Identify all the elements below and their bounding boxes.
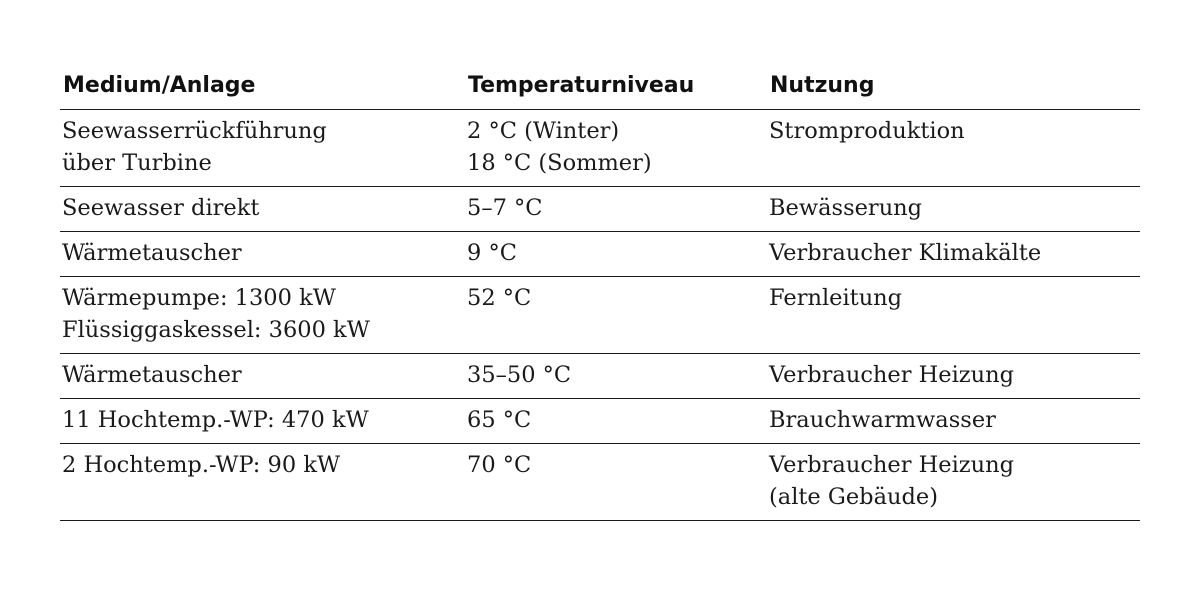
cell-temperatur [465, 354, 767, 398]
cell-line: Wärmetauscher [62, 362, 242, 388]
cell-line: 5–7 °C [467, 195, 543, 221]
cell-nutzung [767, 354, 1140, 398]
cell-temperatur [465, 110, 767, 186]
cell-medium [60, 277, 465, 353]
cell-line: Seewasser direkt [62, 195, 260, 221]
table-row [60, 354, 1140, 399]
cell-line: Brauchwarmwasser [769, 407, 996, 433]
table-row [60, 232, 1140, 277]
cell-medium [60, 444, 465, 520]
cell-line: Wärmepumpe: 1300 kW [62, 285, 336, 311]
cell-nutzung [767, 187, 1140, 231]
cell-line: Stromproduktion [769, 118, 965, 144]
table-row [60, 444, 1140, 521]
cell-line: 52 °C [467, 285, 532, 311]
temperature-table [60, 60, 1140, 521]
table-row [60, 399, 1140, 444]
cell-temperatur [465, 232, 767, 276]
cell-medium [60, 187, 465, 231]
cell-medium [60, 232, 465, 276]
cell-line: Verbraucher Heizung [769, 452, 1015, 478]
cell-line: Bewässerung [769, 195, 923, 221]
cell-line: 11 Hochtemp.-WP: 470 kW [62, 407, 369, 433]
table-row [60, 277, 1140, 354]
cell-line: Verbraucher Klimakälte [769, 240, 1042, 266]
cell-line: 18 °C (Sommer) [467, 150, 652, 176]
table-header-row [60, 60, 1140, 110]
cell-line: Seewasserrückführung [62, 118, 327, 144]
cell-line: (alte Gebäude) [769, 484, 938, 510]
cell-line: Fernleitung [769, 285, 903, 311]
cell-line: Flüssiggaskessel: 3600 kW [62, 317, 370, 343]
cell-line: 70 °C [467, 452, 532, 478]
cell-temperatur [465, 187, 767, 231]
cell-nutzung [767, 232, 1140, 276]
header-medium-anlage: Medium/Anlage [63, 73, 256, 98]
cell-line: 9 °C [467, 240, 517, 266]
cell-line: über Turbine [62, 150, 212, 176]
table-row [60, 110, 1140, 187]
cell-line: 65 °C [467, 407, 532, 433]
cell-medium [60, 110, 465, 186]
cell-temperatur [465, 399, 767, 443]
cell-nutzung [767, 277, 1140, 353]
cell-medium [60, 399, 465, 443]
cell-line: 2 Hochtemp.-WP: 90 kW [62, 452, 341, 478]
cell-nutzung [767, 399, 1140, 443]
cell-temperatur [465, 444, 767, 520]
cell-line: Wärmetauscher [62, 240, 242, 266]
cell-line: 35–50 °C [467, 362, 572, 388]
table-row [60, 187, 1140, 232]
cell-line: 2 °C (Winter) [467, 118, 620, 144]
cell-nutzung [767, 444, 1140, 520]
cell-nutzung [767, 110, 1140, 186]
cell-line: Verbraucher Heizung [769, 362, 1015, 388]
header-temperaturniveau: Temperaturniveau [468, 73, 695, 98]
cell-temperatur [465, 277, 767, 353]
cell-medium [60, 354, 465, 398]
header-nutzung: Nutzung [770, 73, 875, 98]
